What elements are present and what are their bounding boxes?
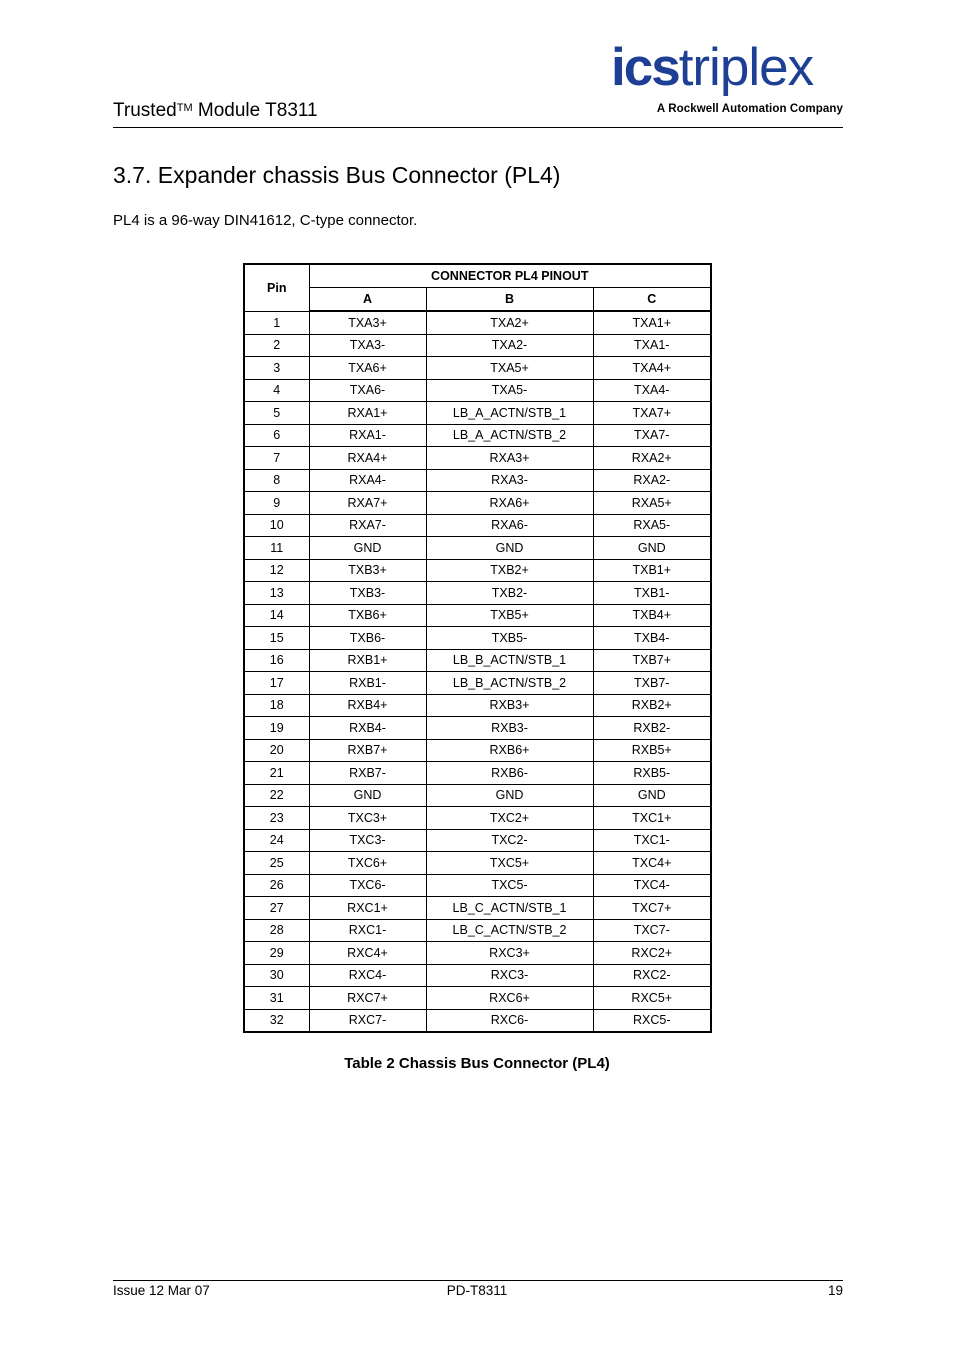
pin-cell: 25 <box>244 852 309 875</box>
column-a-cell: TXC6+ <box>309 852 426 875</box>
table-row <box>244 829 711 852</box>
logo-tagline <box>657 103 843 115</box>
column-c-cell: TXC7- <box>593 919 711 942</box>
table-row <box>244 717 711 740</box>
column-b-cell: TXC2+ <box>426 807 593 830</box>
column-a-header: A <box>309 288 426 312</box>
pinout-table <box>243 263 712 1033</box>
column-b-cell: RXB6- <box>426 762 593 785</box>
column-b-cell: LB_C_ACTN/STB_1 <box>426 897 593 920</box>
column-c-cell: TXB4- <box>593 627 711 650</box>
pin-column-header: Pin <box>244 264 309 311</box>
column-b-cell: RXA3- <box>426 469 593 492</box>
column-c-cell: TXA7+ <box>593 402 711 425</box>
column-b-cell: RXB6+ <box>426 739 593 762</box>
column-a-cell: TXB3- <box>309 582 426 605</box>
pin-cell: 30 <box>244 964 309 987</box>
table-row <box>244 379 711 402</box>
pin-cell: 20 <box>244 739 309 762</box>
column-a-cell: RXB7- <box>309 762 426 785</box>
column-c-cell: RXB2+ <box>593 694 711 717</box>
table-row <box>244 447 711 470</box>
table-row <box>244 852 711 875</box>
tagline-company: Company <box>786 103 843 115</box>
pin-cell: 9 <box>244 492 309 515</box>
column-b-cell: LB_C_ACTN/STB_2 <box>426 919 593 942</box>
table-row <box>244 402 711 425</box>
pin-cell: 6 <box>244 424 309 447</box>
column-b-cell: LB_A_ACTN/STB_1 <box>426 402 593 425</box>
column-a-cell: RXA1- <box>309 424 426 447</box>
pin-cell: 7 <box>244 447 309 470</box>
column-a-cell: TXA3+ <box>309 311 426 334</box>
column-c-cell: TXB1+ <box>593 559 711 582</box>
header-divider <box>113 127 843 128</box>
table-row <box>244 987 711 1010</box>
column-a-cell: RXB4- <box>309 717 426 740</box>
table-subheader-row <box>244 288 711 312</box>
pin-cell: 22 <box>244 784 309 807</box>
column-c-cell: RXB2- <box>593 717 711 740</box>
pin-cell: 15 <box>244 627 309 650</box>
column-b-cell: LB_B_ACTN/STB_2 <box>426 672 593 695</box>
pin-cell: 1 <box>244 311 309 334</box>
pin-cell: 5 <box>244 402 309 425</box>
column-a-cell: RXB7+ <box>309 739 426 762</box>
pin-cell: 16 <box>244 649 309 672</box>
column-c-cell: RXA5- <box>593 514 711 537</box>
column-a-cell: RXA7+ <box>309 492 426 515</box>
pin-cell: 17 <box>244 672 309 695</box>
tagline-brand: Rockwell Automation <box>668 103 787 115</box>
pin-cell: 19 <box>244 717 309 740</box>
column-c-cell: RXC5+ <box>593 987 711 1010</box>
table-row <box>244 559 711 582</box>
table-caption: Table 2 Chassis Bus Connector (PL4) <box>344 1055 610 1072</box>
column-c-cell: TXC4- <box>593 874 711 897</box>
pinout-table-body <box>244 311 711 1032</box>
pin-cell: 14 <box>244 604 309 627</box>
pin-cell: 23 <box>244 807 309 830</box>
pinout-group-header: CONNECTOR PL4 PINOUT <box>309 264 711 288</box>
table-row <box>244 492 711 515</box>
table-row <box>244 919 711 942</box>
table-row <box>244 1009 711 1032</box>
column-c-cell: TXA7- <box>593 424 711 447</box>
column-a-cell: TXB6- <box>309 627 426 650</box>
footer-page-number: 19 <box>827 1283 843 1298</box>
table-row <box>244 469 711 492</box>
column-c-cell: RXC5- <box>593 1009 711 1032</box>
column-a-cell: TXA6+ <box>309 357 426 380</box>
pin-cell: 13 <box>244 582 309 605</box>
table-row <box>244 942 711 965</box>
column-b-cell: RXA6- <box>426 514 593 537</box>
pin-cell: 2 <box>244 334 309 357</box>
column-b-cell: GND <box>426 784 593 807</box>
footer-doc-id: PD-T8311 <box>446 1283 508 1298</box>
column-a-cell: TXC3- <box>309 829 426 852</box>
trademark: TM <box>176 102 193 114</box>
column-c-cell: RXB5+ <box>593 739 711 762</box>
column-a-cell: RXC7+ <box>309 987 426 1010</box>
pin-cell: 10 <box>244 514 309 537</box>
pin-cell: 12 <box>244 559 309 582</box>
footer-divider <box>113 1280 843 1281</box>
column-a-cell: TXC3+ <box>309 807 426 830</box>
column-b-cell: RXC6+ <box>426 987 593 1010</box>
footer-issue: Issue 12 Mar 07 <box>113 1283 210 1298</box>
table-header-row <box>244 264 711 288</box>
column-c-header: C <box>593 288 711 312</box>
column-a-cell: RXB1- <box>309 672 426 695</box>
column-a-cell: GND <box>309 784 426 807</box>
column-c-cell: TXB1- <box>593 582 711 605</box>
column-a-cell: RXC4+ <box>309 942 426 965</box>
pin-cell: 18 <box>244 694 309 717</box>
pin-cell: 8 <box>244 469 309 492</box>
column-c-cell: TXC7+ <box>593 897 711 920</box>
table-row <box>244 537 711 560</box>
column-c-cell: TXB7- <box>593 672 711 695</box>
table-row <box>244 694 711 717</box>
column-c-cell: RXA2- <box>593 469 711 492</box>
section-title: 3.7. Expander chassis Bus Connector (PL4) <box>113 162 561 188</box>
table-row <box>244 874 711 897</box>
column-b-cell: TXB2+ <box>426 559 593 582</box>
column-c-cell: TXA4- <box>593 379 711 402</box>
column-b-cell: TXA2- <box>426 334 593 357</box>
pin-cell: 32 <box>244 1009 309 1032</box>
pin-cell: 21 <box>244 762 309 785</box>
column-b-cell: LB_B_ACTN/STB_1 <box>426 649 593 672</box>
column-b-cell: RXC6- <box>426 1009 593 1032</box>
column-a-cell: RXA4- <box>309 469 426 492</box>
logo-light-part: triplex <box>678 38 814 97</box>
column-b-cell: TXA5+ <box>426 357 593 380</box>
column-b-cell: RXA6+ <box>426 492 593 515</box>
table-row <box>244 334 711 357</box>
intro-paragraph: PL4 is a 96-way DIN41612, C-type connector. <box>113 212 418 229</box>
column-a-cell: TXA3- <box>309 334 426 357</box>
column-b-cell: TXB2- <box>426 582 593 605</box>
pin-cell: 11 <box>244 537 309 560</box>
column-b-cell: RXA3+ <box>426 447 593 470</box>
column-b-cell: TXC5+ <box>426 852 593 875</box>
column-a-cell: RXB1+ <box>309 649 426 672</box>
column-c-cell: RXA2+ <box>593 447 711 470</box>
column-a-cell: RXA1+ <box>309 402 426 425</box>
column-a-cell: RXB4+ <box>309 694 426 717</box>
table-row <box>244 604 711 627</box>
column-c-cell: RXB5- <box>593 762 711 785</box>
column-c-cell: TXB4+ <box>593 604 711 627</box>
table-row <box>244 739 711 762</box>
table-row <box>244 672 711 695</box>
column-b-cell: TXA5- <box>426 379 593 402</box>
column-c-cell: TXA1- <box>593 334 711 357</box>
table-row <box>244 424 711 447</box>
table-row <box>244 582 711 605</box>
logo-bold-part: ics <box>611 38 679 97</box>
column-c-cell: TXA1+ <box>593 311 711 334</box>
column-c-cell: TXA4+ <box>593 357 711 380</box>
column-b-cell: TXA2+ <box>426 311 593 334</box>
column-a-cell: TXB6+ <box>309 604 426 627</box>
logo-wordmark <box>611 38 813 98</box>
column-c-cell: TXC1- <box>593 829 711 852</box>
column-b-cell: TXC5- <box>426 874 593 897</box>
column-c-cell: RXC2+ <box>593 942 711 965</box>
column-a-cell: TXC6- <box>309 874 426 897</box>
pin-cell: 29 <box>244 942 309 965</box>
column-c-cell: RXC2- <box>593 964 711 987</box>
table-row <box>244 762 711 785</box>
table-row <box>244 311 711 334</box>
column-b-cell: TXB5+ <box>426 604 593 627</box>
column-a-cell: RXA4+ <box>309 447 426 470</box>
column-a-cell: TXB3+ <box>309 559 426 582</box>
header-title <box>113 99 318 123</box>
pin-cell: 26 <box>244 874 309 897</box>
pin-cell: 24 <box>244 829 309 852</box>
column-c-cell: GND <box>593 784 711 807</box>
column-a-cell: RXC1- <box>309 919 426 942</box>
company-logo <box>611 38 843 120</box>
pin-cell: 31 <box>244 987 309 1010</box>
table-row <box>244 357 711 380</box>
product-name: Trusted <box>113 100 177 121</box>
table-row <box>244 807 711 830</box>
pin-cell: 4 <box>244 379 309 402</box>
column-c-cell: TXC4+ <box>593 852 711 875</box>
table-row <box>244 964 711 987</box>
column-c-cell: TXB7+ <box>593 649 711 672</box>
table-row <box>244 784 711 807</box>
table-row <box>244 627 711 650</box>
module-name: Module T8311 <box>192 100 318 121</box>
column-b-cell: RXC3- <box>426 964 593 987</box>
pin-cell: 3 <box>244 357 309 380</box>
column-a-cell: TXA6- <box>309 379 426 402</box>
column-a-cell: GND <box>309 537 426 560</box>
column-b-cell: GND <box>426 537 593 560</box>
column-b-cell: LB_A_ACTN/STB_2 <box>426 424 593 447</box>
column-c-cell: GND <box>593 537 711 560</box>
pin-cell: 27 <box>244 897 309 920</box>
pin-cell: 28 <box>244 919 309 942</box>
column-a-cell: RXC4- <box>309 964 426 987</box>
column-b-cell: TXB5- <box>426 627 593 650</box>
tagline-a: A <box>656 103 669 115</box>
column-a-cell: RXC7- <box>309 1009 426 1032</box>
column-b-header: B <box>426 288 593 312</box>
column-b-cell: TXC2- <box>426 829 593 852</box>
column-b-cell: RXB3+ <box>426 694 593 717</box>
table-row <box>244 649 711 672</box>
column-a-cell: RXA7- <box>309 514 426 537</box>
table-row <box>244 897 711 920</box>
column-b-cell: RXB3- <box>426 717 593 740</box>
column-c-cell: TXC1+ <box>593 807 711 830</box>
table-row <box>244 514 711 537</box>
column-b-cell: RXC3+ <box>426 942 593 965</box>
column-c-cell: RXA5+ <box>593 492 711 515</box>
column-a-cell: RXC1+ <box>309 897 426 920</box>
